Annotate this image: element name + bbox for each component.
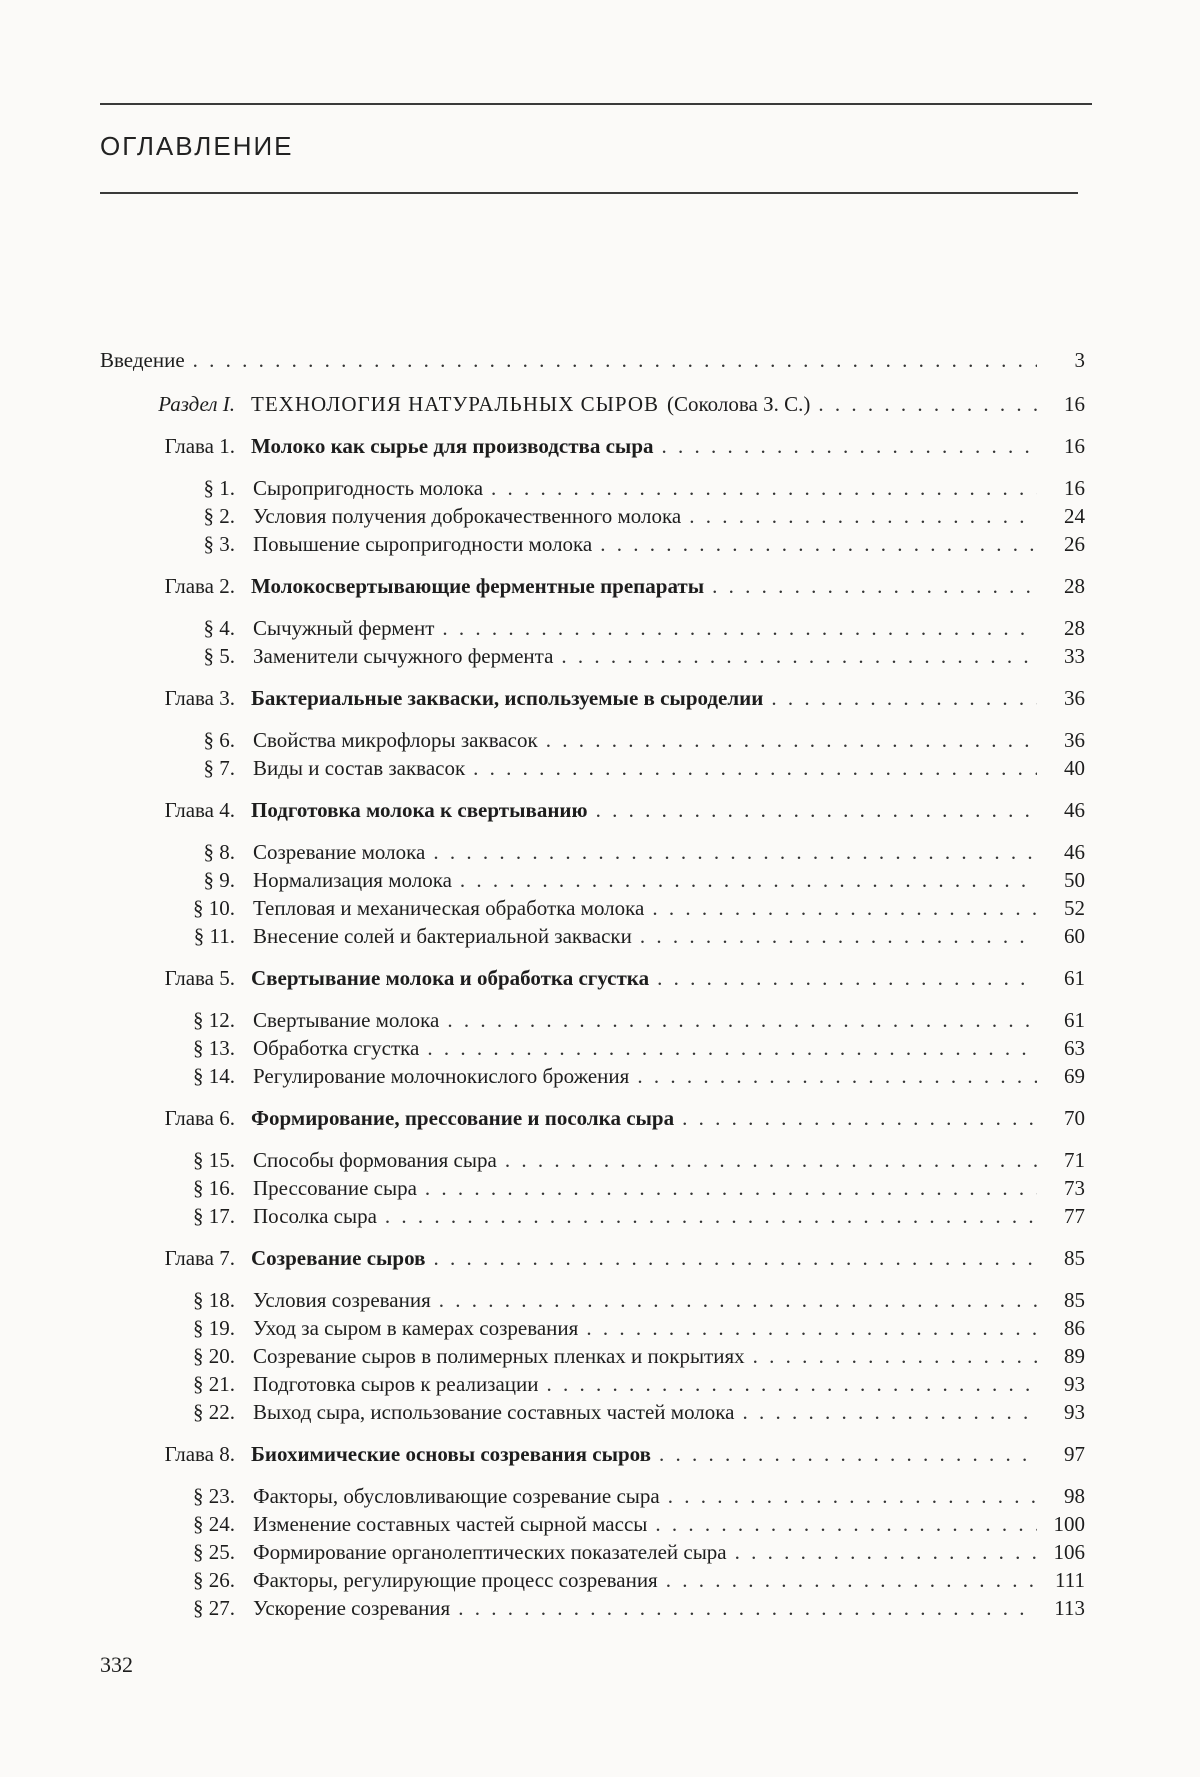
chapter-number: Глава 2. [164,574,235,598]
toc-part-title: ТЕХНОЛОГИЯ НАТУРАЛЬНЫХ СЫРОВ [251,392,660,416]
leader-dots [547,1370,1037,1398]
toc-section [100,866,1085,894]
page-ref: 106 [1053,1540,1085,1564]
leader-dots [473,754,1037,782]
section-title: Формирование органолептических показателей сыра [253,1540,727,1564]
toc-intro-page: 3 [1074,348,1085,372]
toc-section [100,1062,1085,1090]
leader-dots [458,1594,1037,1622]
toc-section [100,1202,1085,1230]
leader-dots [742,1398,1037,1426]
chapter-title: Биохимические основы созревания сыров [251,1442,651,1466]
toc-section [100,502,1085,530]
chapter-number: Глава 5. [164,966,235,990]
toc-chapter [100,1104,1085,1132]
page-ref: 113 [1054,1596,1085,1620]
toc-section [100,1286,1085,1314]
leader-dots [712,572,1037,600]
page-title: ОГЛАВЛЕНИЕ [100,131,294,161]
section-title: Свойства микрофлоры заквасок [253,728,538,752]
toc-section [100,642,1085,670]
toc-chapter [100,796,1085,824]
section-title: Виды и состав заквасок [253,756,466,780]
chapter-title: Подготовка молока к свертыванию [251,798,588,822]
section-number: § 23. [193,1484,235,1508]
chapter-title: Свертывание молока и обработка сгустка [251,966,650,990]
page-ref: 28 [1064,616,1085,640]
section-title: Изменение составных частей сырной массы [253,1512,648,1536]
toc-section [100,922,1085,950]
page-ref: 63 [1064,1036,1085,1060]
section-number: § 8. [203,840,235,864]
leader-dots [491,474,1037,502]
toc-intro-title: Введение [100,348,185,372]
leader-dots [442,614,1037,642]
section-number: § 7. [203,756,235,780]
page-ref: 16 [1064,476,1085,500]
leader-dots [818,390,1037,418]
page-ref: 97 [1064,1442,1085,1466]
toc-chapter [100,1244,1085,1272]
toc-part [100,390,1085,418]
toc-chapter [100,964,1085,992]
chapter-number: Глава 1. [164,434,235,458]
section-title: Нормализация молока [253,868,452,892]
leader-dots [546,726,1037,754]
section-title: Факторы, обусловливающие созревание сыра [253,1484,660,1508]
toc-section [100,1006,1085,1034]
page-ref: 52 [1064,896,1085,920]
toc-section [100,1314,1085,1342]
page-ref: 77 [1064,1204,1085,1228]
leader-dots [433,1244,1037,1272]
page-ref: 69 [1064,1064,1085,1088]
section-title: Созревание молока [253,840,426,864]
toc-chapter [100,684,1085,712]
toc-section [100,1538,1085,1566]
section-number: § 14. [193,1064,235,1088]
toc-section [100,838,1085,866]
section-title: Прессование сыра [253,1176,417,1200]
page-ref: 93 [1064,1400,1085,1424]
section-number: § 19. [193,1316,235,1340]
leader-dots [753,1342,1037,1370]
leader-dots [682,1104,1037,1132]
section-number: § 27. [193,1596,235,1620]
leader-dots [439,1286,1037,1314]
section-number: § 2. [203,504,235,528]
leader-dots [689,502,1037,530]
toc-section [100,1594,1085,1622]
chapter-title: Формирование, прессование и посолка сыра [251,1106,675,1130]
chapter-title: Молокосвертывающие ферментные препараты [251,574,705,598]
section-title: Факторы, регулирующие процесс созревания [253,1568,658,1592]
toc-section [100,614,1085,642]
leader-dots [600,530,1037,558]
section-number: § 6. [203,728,235,752]
page-ref: 89 [1064,1344,1085,1368]
section-number: § 3. [203,532,235,556]
title-underline [100,192,1078,194]
leader-dots [427,1034,1037,1062]
toc-section [100,1482,1085,1510]
section-number: § 13. [193,1036,235,1060]
chapter-title: Созревание сыров [251,1246,426,1270]
leader-dots [771,684,1037,712]
section-title: Выход сыра, использование составных частей молока [253,1400,735,1424]
leader-dots [666,1566,1037,1594]
section-title: Тепловая и механическая обработка молока [253,896,645,920]
section-title: Посолка сыра [253,1204,377,1228]
section-title: Внесение солей и бактериальной закваски [253,924,632,948]
toc-section [100,894,1085,922]
toc-intro [100,346,1085,374]
section-title: Регулирование молочнокислого брожения [253,1064,630,1088]
chapter-number: Глава 4. [164,798,235,822]
chapter-number: Глава 7. [164,1246,235,1270]
page-ref: 16 [1064,434,1085,458]
page-ref: 70 [1064,1106,1085,1130]
section-number: § 10. [193,896,235,920]
section-title: Повышение сыропригодности молока [253,532,593,556]
section-number: § 11. [193,924,235,948]
page-ref: 93 [1064,1372,1085,1396]
leader-dots [637,1062,1037,1090]
page-ref: 26 [1064,532,1085,556]
section-title: Подготовка сыров к реализации [253,1372,539,1396]
page-ref: 28 [1064,574,1085,598]
toc-section [100,1510,1085,1538]
page-ref: 98 [1064,1484,1085,1508]
toc-section [100,1566,1085,1594]
toc-section [100,754,1085,782]
section-title: Условия получения доброкачественного молока [253,504,682,528]
section-title: Способы формования сыра [253,1148,497,1172]
toc-part-page: 16 [1064,392,1085,416]
leader-dots [586,1314,1037,1342]
section-number: § 21. [193,1372,235,1396]
page-ref: 36 [1064,728,1085,752]
page-ref: 46 [1064,840,1085,864]
section-number: § 17. [193,1204,235,1228]
leader-dots [447,1006,1037,1034]
toc-section [100,1174,1085,1202]
toc-section [100,1398,1085,1426]
toc-part-label: Раздел I. [158,392,235,416]
section-number: § 12. [193,1008,235,1032]
leader-dots [385,1202,1037,1230]
leader-dots [561,642,1037,670]
section-title: Заменители сычужного фермента [253,644,554,668]
leader-dots [659,1440,1037,1468]
toc-section [100,1034,1085,1062]
leader-dots [652,894,1037,922]
toc-section [100,726,1085,754]
chapter-number: Глава 3. [164,686,235,710]
toc-chapter [100,1440,1085,1468]
page-ref: 33 [1064,644,1085,668]
section-number: § 20. [193,1344,235,1368]
page-ref: 100 [1053,1512,1085,1536]
page-ref: 73 [1064,1176,1085,1200]
section-number: § 18. [193,1288,235,1312]
leader-dots [596,796,1037,824]
leader-dots [657,964,1037,992]
leader-dots [505,1146,1037,1174]
toc-chapter [100,572,1085,600]
page-ref: 50 [1064,868,1085,892]
leader-dots [662,432,1038,460]
section-number: § 1. [203,476,235,500]
page-ref: 71 [1064,1148,1085,1172]
toc-section [100,1370,1085,1398]
page-ref: 60 [1064,924,1085,948]
top-rule [100,103,1092,105]
page-ref: 36 [1064,686,1085,710]
section-number: § 15. [193,1148,235,1172]
section-title: Уход за сыром в камерах созревания [253,1316,579,1340]
section-number: § 16. [193,1176,235,1200]
section-title: Созревание сыров в полимерных пленках и покрытиях [253,1344,745,1368]
section-number: § 9. [203,868,235,892]
toc-part-author: (Соколова З. С.) [667,392,811,416]
chapter-title: Молоко как сырье для производства сыра [251,434,654,458]
toc-chapter [100,432,1085,460]
leader-dots [433,838,1037,866]
section-title: Условия созревания [253,1288,431,1312]
leader-dots [193,346,1037,374]
section-number: § 4. [203,616,235,640]
page-ref: 85 [1064,1288,1085,1312]
section-number: § 22. [193,1400,235,1424]
section-number: § 25. [193,1540,235,1564]
section-title: Обработка сгустка [253,1036,420,1060]
toc-section [100,474,1085,502]
section-title: Ускорение созревания [253,1596,451,1620]
page-ref: 85 [1064,1246,1085,1270]
section-title: Сыропригодность молока [253,476,484,500]
leader-dots [425,1174,1037,1202]
leader-dots [460,866,1037,894]
chapter-title: Бактериальные закваски, используемые в сыроделии [251,686,764,710]
toc-section [100,1146,1085,1174]
toc-section [100,1342,1085,1370]
section-number: § 5. [203,644,235,668]
section-number: § 26. [193,1568,235,1592]
page-ref: 40 [1064,756,1085,780]
leader-dots [655,1510,1037,1538]
page-ref: 61 [1064,966,1085,990]
page-ref: 86 [1064,1316,1085,1340]
section-number: § 24. [193,1512,235,1536]
chapter-number: Глава 6. [164,1106,235,1130]
page-ref: 111 [1055,1568,1085,1592]
page-ref: 61 [1064,1008,1085,1032]
section-title: Свертывание молока [253,1008,440,1032]
page-number: 332 [100,1652,133,1677]
chapter-number: Глава 8. [164,1442,235,1466]
leader-dots [640,922,1037,950]
page-ref: 46 [1064,798,1085,822]
page-ref: 24 [1064,504,1085,528]
leader-dots [668,1482,1037,1510]
section-title: Сычужный фермент [253,616,435,640]
leader-dots [735,1538,1037,1566]
toc-section [100,530,1085,558]
